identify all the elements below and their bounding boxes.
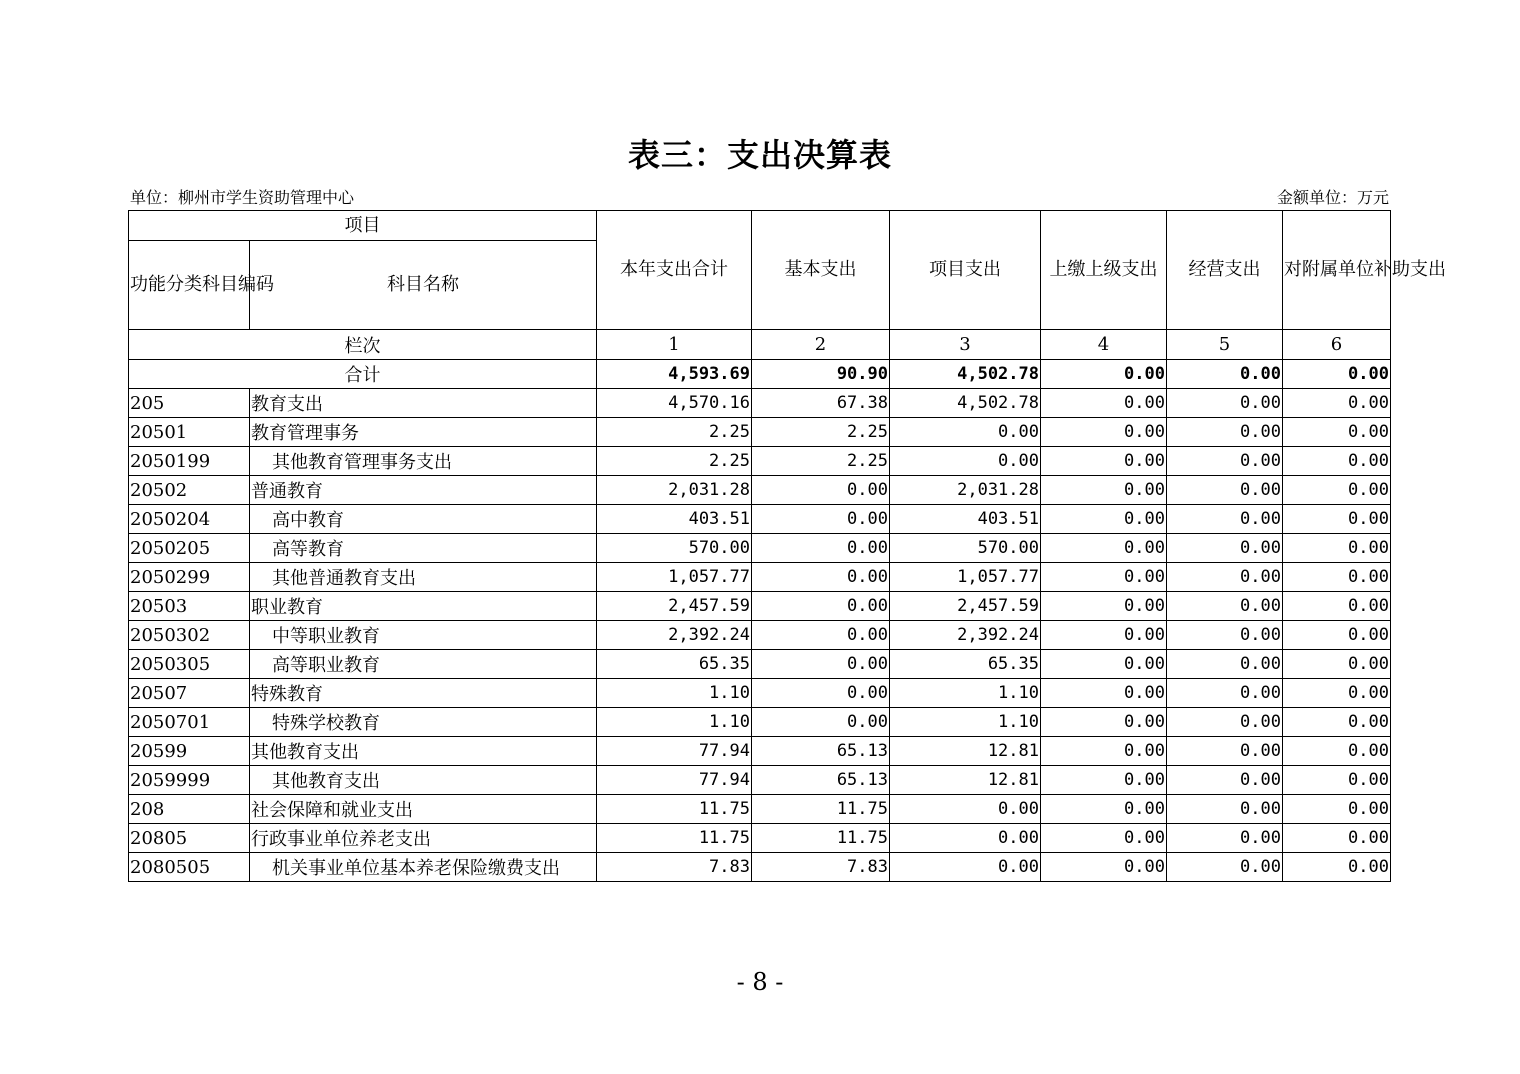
header-col-5: 经营支出 xyxy=(1167,211,1283,330)
amount-cell: 403.51 xyxy=(597,505,752,534)
subject-name: 教育管理事务 xyxy=(250,418,597,447)
amount-cell: 0.00 xyxy=(1167,534,1283,563)
subject-code: 20507 xyxy=(129,679,250,708)
amount-cell: 0.00 xyxy=(1041,447,1167,476)
amount-cell: 0.00 xyxy=(1167,621,1283,650)
amount-cell: 77.94 xyxy=(597,766,752,795)
amount-cell: 0.00 xyxy=(752,534,890,563)
header-name: 科目名称 xyxy=(250,241,597,330)
table-row xyxy=(129,650,1391,679)
amount-cell: 0.00 xyxy=(1167,737,1283,766)
column-index-5: 5 xyxy=(1167,330,1283,360)
subject-name: 社会保障和就业支出 xyxy=(250,795,597,824)
amount-cell: 0.00 xyxy=(1167,418,1283,447)
amount-cell: 1.10 xyxy=(597,679,752,708)
amount-cell: 0.00 xyxy=(1283,592,1391,621)
table-row xyxy=(129,476,1391,505)
subject-name: 普通教育 xyxy=(250,476,597,505)
amount-cell: 2,392.24 xyxy=(597,621,752,650)
amount-cell: 65.13 xyxy=(752,766,890,795)
amount-cell: 0.00 xyxy=(752,679,890,708)
amount-cell: 0.00 xyxy=(1167,679,1283,708)
amount-cell: 11.75 xyxy=(752,795,890,824)
amount-cell: 2,392.24 xyxy=(890,621,1041,650)
amount-cell: 0.00 xyxy=(1283,824,1391,853)
subject-code: 2050199 xyxy=(129,447,250,476)
amount-cell: 0.00 xyxy=(1283,476,1391,505)
amount-cell: 0.00 xyxy=(1167,389,1283,418)
table-row xyxy=(129,534,1391,563)
amount-cell: 4,502.78 xyxy=(890,389,1041,418)
amount-cell: 0.00 xyxy=(1041,621,1167,650)
column-index-row xyxy=(129,330,1391,360)
amount-cell: 0.00 xyxy=(1041,679,1167,708)
subject-name: 机关事业单位基本养老保险缴费支出 xyxy=(250,853,597,882)
table-row xyxy=(129,447,1391,476)
total-value: 90.90 xyxy=(752,360,890,389)
subject-name: 特殊教育 xyxy=(250,679,597,708)
amount-cell: 2,031.28 xyxy=(597,476,752,505)
amount-cell: 1,057.77 xyxy=(597,563,752,592)
total-value: 4,593.69 xyxy=(597,360,752,389)
amount-cell: 4,570.16 xyxy=(597,389,752,418)
amount-cell: 0.00 xyxy=(1283,795,1391,824)
amount-cell: 2,457.59 xyxy=(597,592,752,621)
subject-code: 2050205 xyxy=(129,534,250,563)
subject-code: 2080505 xyxy=(129,853,250,882)
subject-name: 行政事业单位养老支出 xyxy=(250,824,597,853)
subject-code: 2059999 xyxy=(129,766,250,795)
amount-cell: 2,457.59 xyxy=(890,592,1041,621)
table-row xyxy=(129,795,1391,824)
amount-cell: 0.00 xyxy=(1283,766,1391,795)
amount-cell: 0.00 xyxy=(1041,708,1167,737)
table-row xyxy=(129,766,1391,795)
subject-name: 其他教育支出 xyxy=(250,737,597,766)
amount-cell: 0.00 xyxy=(752,592,890,621)
table-row xyxy=(129,737,1391,766)
amount-cell: 67.38 xyxy=(752,389,890,418)
subject-name: 高等职业教育 xyxy=(250,650,597,679)
table-row xyxy=(129,853,1391,882)
amount-cell: 12.81 xyxy=(890,766,1041,795)
amount-cell: 0.00 xyxy=(890,447,1041,476)
amount-cell: 0.00 xyxy=(1283,708,1391,737)
subject-code: 20599 xyxy=(129,737,250,766)
amount-cell: 1,057.77 xyxy=(890,563,1041,592)
subject-name: 其他教育支出 xyxy=(250,766,597,795)
amount-cell: 0.00 xyxy=(752,476,890,505)
amount-cell: 7.83 xyxy=(752,853,890,882)
subject-code: 208 xyxy=(129,795,250,824)
amount-cell: 0.00 xyxy=(752,650,890,679)
amount-cell: 0.00 xyxy=(890,853,1041,882)
total-row xyxy=(129,360,1391,389)
amount-cell: 570.00 xyxy=(597,534,752,563)
amount-cell: 65.13 xyxy=(752,737,890,766)
amount-cell: 0.00 xyxy=(1283,853,1391,882)
amount-cell: 7.83 xyxy=(597,853,752,882)
amount-cell: 0.00 xyxy=(1041,418,1167,447)
amount-cell: 0.00 xyxy=(752,505,890,534)
amount-cell: 0.00 xyxy=(1167,795,1283,824)
amount-cell: 0.00 xyxy=(1167,824,1283,853)
amount-cell: 2.25 xyxy=(597,418,752,447)
table-row xyxy=(129,708,1391,737)
subject-name: 高中教育 xyxy=(250,505,597,534)
subject-code: 2050302 xyxy=(129,621,250,650)
amount-cell: 2.25 xyxy=(752,447,890,476)
page-number: - 8 - xyxy=(736,968,784,996)
subject-code: 205 xyxy=(129,389,250,418)
amount-cell: 0.00 xyxy=(752,621,890,650)
amount-cell: 0.00 xyxy=(1167,708,1283,737)
amount-cell: 2.25 xyxy=(597,447,752,476)
amount-cell: 0.00 xyxy=(1041,476,1167,505)
total-value: 0.00 xyxy=(1283,360,1391,389)
amount-cell: 2,031.28 xyxy=(890,476,1041,505)
subject-code: 20502 xyxy=(129,476,250,505)
header-col-6: 对附属单位补助支出 xyxy=(1283,211,1391,330)
total-value: 0.00 xyxy=(1167,360,1283,389)
header-code: 功能分类科目编码 xyxy=(129,241,250,330)
subject-name: 中等职业教育 xyxy=(250,621,597,650)
amount-cell: 11.75 xyxy=(597,824,752,853)
subject-code: 20503 xyxy=(129,592,250,621)
amount-cell: 0.00 xyxy=(1283,534,1391,563)
subject-name: 教育支出 xyxy=(250,389,597,418)
amount-cell: 0.00 xyxy=(1283,563,1391,592)
amount-cell: 0.00 xyxy=(1167,766,1283,795)
table-row xyxy=(129,592,1391,621)
amount-cell: 570.00 xyxy=(890,534,1041,563)
subject-name: 职业教育 xyxy=(250,592,597,621)
subject-code: 2050204 xyxy=(129,505,250,534)
subject-code: 2050299 xyxy=(129,563,250,592)
amount-cell: 0.00 xyxy=(1041,853,1167,882)
amount-cell: 0.00 xyxy=(1283,621,1391,650)
amount-cell: 0.00 xyxy=(1041,737,1167,766)
subject-name: 其他教育管理事务支出 xyxy=(250,447,597,476)
amount-cell: 0.00 xyxy=(1167,476,1283,505)
amount-cell: 0.00 xyxy=(1167,650,1283,679)
amount-cell: 0.00 xyxy=(1041,795,1167,824)
amount-cell: 0.00 xyxy=(1283,447,1391,476)
subject-code: 20805 xyxy=(129,824,250,853)
amount-cell: 0.00 xyxy=(1041,534,1167,563)
unit-label: 单位：柳州市学生资助管理中心 xyxy=(130,188,355,207)
total-label: 合计 xyxy=(129,360,597,389)
table-row xyxy=(129,389,1391,418)
amount-cell: 1.10 xyxy=(890,708,1041,737)
subject-name: 其他普通教育支出 xyxy=(250,563,597,592)
amount-cell: 0.00 xyxy=(890,795,1041,824)
header-col-4: 上缴上级支出 xyxy=(1041,211,1167,330)
table-row xyxy=(129,563,1391,592)
subject-code: 20501 xyxy=(129,418,250,447)
total-value: 4,502.78 xyxy=(890,360,1041,389)
amount-cell: 0.00 xyxy=(1041,505,1167,534)
column-index-4: 4 xyxy=(1041,330,1167,360)
amount-cell: 65.35 xyxy=(890,650,1041,679)
amount-cell: 0.00 xyxy=(1283,505,1391,534)
amount-cell: 1.10 xyxy=(597,708,752,737)
amount-cell: 0.00 xyxy=(1041,766,1167,795)
amount-cell: 0.00 xyxy=(1283,389,1391,418)
header-col-2: 基本支出 xyxy=(752,211,890,330)
amount-cell: 11.75 xyxy=(752,824,890,853)
expenditure-table xyxy=(128,210,1446,882)
table-row xyxy=(129,679,1391,708)
amount-cell: 0.00 xyxy=(1167,563,1283,592)
amount-cell: 403.51 xyxy=(890,505,1041,534)
column-index-2: 2 xyxy=(752,330,890,360)
table-row xyxy=(129,621,1391,650)
total-value: 0.00 xyxy=(1041,360,1167,389)
amount-unit-label: 金额单位：万元 xyxy=(1276,188,1389,207)
table-row xyxy=(129,824,1391,853)
amount-cell: 0.00 xyxy=(890,824,1041,853)
amount-cell: 0.00 xyxy=(1167,592,1283,621)
column-index-1: 1 xyxy=(597,330,752,360)
header-project: 项目 xyxy=(129,211,597,241)
amount-cell: 0.00 xyxy=(1167,505,1283,534)
amount-cell: 0.00 xyxy=(1041,592,1167,621)
amount-cell: 0.00 xyxy=(1041,389,1167,418)
amount-cell: 77.94 xyxy=(597,737,752,766)
amount-cell: 0.00 xyxy=(1283,679,1391,708)
amount-cell: 0.00 xyxy=(1283,650,1391,679)
table-row xyxy=(129,418,1391,447)
amount-cell: 0.00 xyxy=(752,708,890,737)
amount-cell: 0.00 xyxy=(1167,447,1283,476)
amount-cell: 0.00 xyxy=(1167,853,1283,882)
header-row-project xyxy=(129,211,1391,241)
column-index-label: 栏次 xyxy=(129,330,597,360)
subject-name: 高等教育 xyxy=(250,534,597,563)
header-col-3: 项目支出 xyxy=(890,211,1041,330)
header-col-1: 本年支出合计 xyxy=(597,211,752,330)
column-index-6: 6 xyxy=(1283,330,1391,360)
amount-cell: 65.35 xyxy=(597,650,752,679)
amount-cell: 0.00 xyxy=(752,563,890,592)
amount-cell: 2.25 xyxy=(752,418,890,447)
amount-cell: 0.00 xyxy=(890,418,1041,447)
table-row xyxy=(129,505,1391,534)
amount-cell: 0.00 xyxy=(1041,650,1167,679)
column-index-3: 3 xyxy=(890,330,1041,360)
amount-cell: 0.00 xyxy=(1041,824,1167,853)
amount-cell: 11.75 xyxy=(597,795,752,824)
subject-code: 2050305 xyxy=(129,650,250,679)
subject-name: 特殊学校教育 xyxy=(250,708,597,737)
subject-code: 2050701 xyxy=(129,708,250,737)
page-title: 表三：支出决算表 xyxy=(627,136,892,174)
amount-cell: 0.00 xyxy=(1283,418,1391,447)
amount-cell: 0.00 xyxy=(1283,737,1391,766)
amount-cell: 1.10 xyxy=(890,679,1041,708)
amount-cell: 0.00 xyxy=(1041,563,1167,592)
amount-cell: 12.81 xyxy=(890,737,1041,766)
